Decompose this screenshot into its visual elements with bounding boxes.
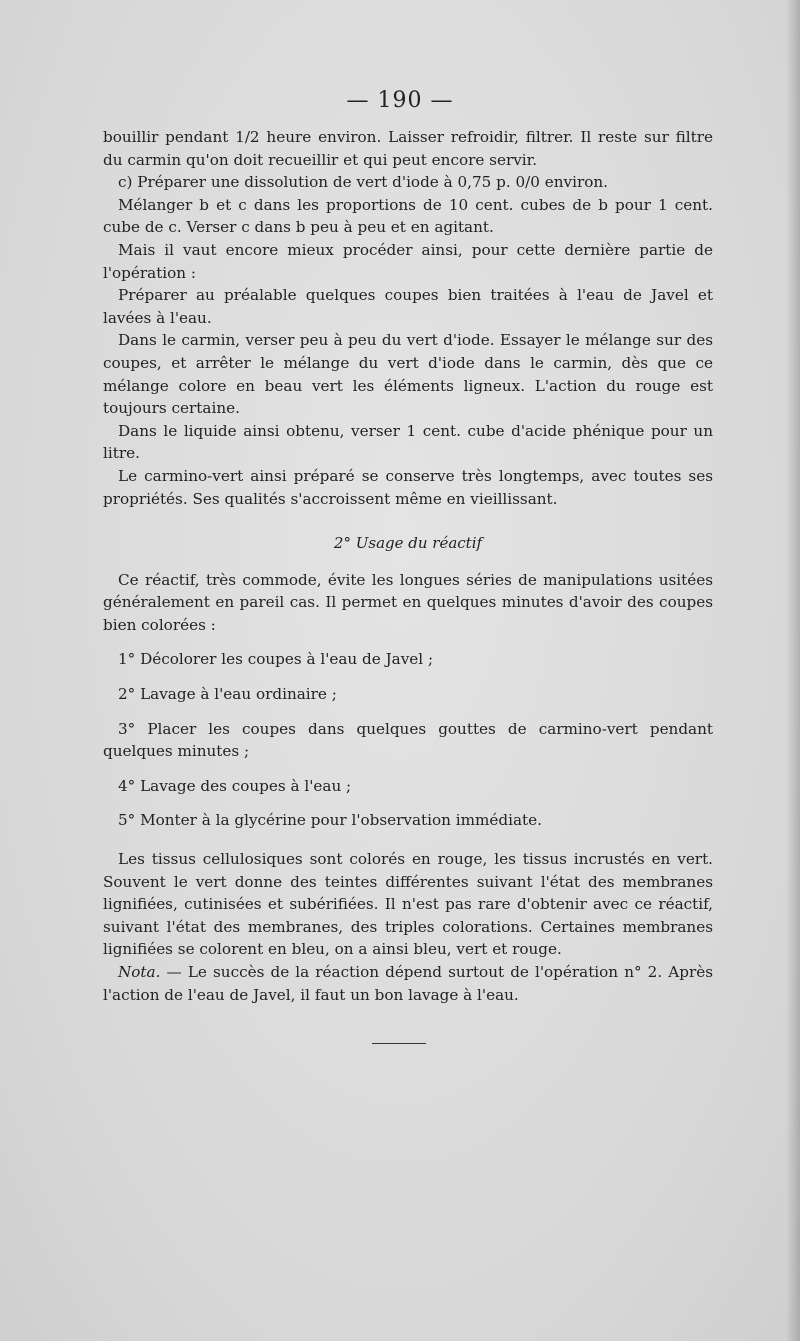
paragraph: Préparer au préalable quelques coupes bien traitées à l'eau de Javel et lavées à l'eau. bbox=[103, 286, 713, 327]
nota-text: — Le succès de la réaction dépend surtout de l'opération n° 2. Après l'action de l'eau de Javel, il faut un bon lavage à l'eau. bbox=[103, 963, 713, 1004]
paragraph: Dans le liquide ainsi obtenu, verser 1 cent. cube d'acide phénique pour un litre. bbox=[103, 421, 713, 463]
nota-paragraph bbox=[103, 961, 713, 1006]
result-paragraph: Les tissus cellulosiques sont colorés en rouge, les tissus incrustés en vert. Souvent le vert donne des teintes différentes suivant l'état des membranes lignifiées, cutinisées et subérifiées. Il n'est pas rare d'obtenir avec ce réactif, suivant l'état des membranes, des triples colorations. Certaines membranes lignifiées se colorent en bleu, on a ainsi bleu, vert et rouge. bbox=[103, 850, 713, 959]
step-item: 5° Monter à la glycérine pour l'observation immédiate. bbox=[118, 811, 542, 830]
paragraph: Le carmino-vert ainsi préparé se conserve très longtemps, avec toutes ses propriétés. Ses qualités s'accroissent même en vieillissant. bbox=[103, 466, 713, 508]
step-item: 4° Lavage des coupes à l'eau ; bbox=[118, 776, 352, 795]
paragraph: bouillir pendant 1/2 heure environ. Laisser refroidir, filtrer. Il reste sur filtre du carmin qu'on doit recueillir et qui peut encore servir. bbox=[103, 128, 713, 169]
paragraph: Mais il vaut encore mieux procéder ainsi, pour cette dernière partie de l'opération : bbox=[103, 240, 713, 282]
paragraph: Mélanger b et c dans les proportions de 10 cent. cubes de b pour 1 cent. cube de c. Verser c dans b peu à peu et en agitant. bbox=[103, 195, 713, 237]
step-item: 3° Placer les coupes dans quelques gouttes de carmino-vert pendant quelques minutes ; bbox=[103, 719, 713, 761]
paragraph: c) Préparer une dissolution de vert d'iode à 0,75 p. 0/0 environ. bbox=[118, 173, 609, 192]
step-item: 1° Décolorer les coupes à l'eau de Javel ; bbox=[118, 650, 434, 669]
section-heading: 2° Usage du réactif bbox=[333, 534, 483, 553]
end-rule bbox=[372, 1043, 426, 1044]
body-text bbox=[103, 126, 713, 1006]
page-number: — 190 — bbox=[346, 88, 454, 113]
section-intro: Ce réactif, très commode, évite les longues séries de manipulations usitées généralement en pareil cas. Il permet en quelques minutes d'avoir des coupes bien colorées : bbox=[103, 570, 713, 634]
page-gutter-shadow bbox=[786, 0, 800, 1341]
paragraph: Dans le carmin, verser peu à peu du vert d'iode. Essayer le mélange sur des coupes, et arrêter le mélange du vert d'iode dans le carmin, dès que ce mélange colore en beau vert les éléments ligneux. L'action du rouge est toujours certaine. bbox=[103, 331, 713, 418]
step-item: 2° Lavage à l'eau ordinaire ; bbox=[118, 685, 337, 704]
nota-label: Nota. bbox=[118, 963, 161, 981]
